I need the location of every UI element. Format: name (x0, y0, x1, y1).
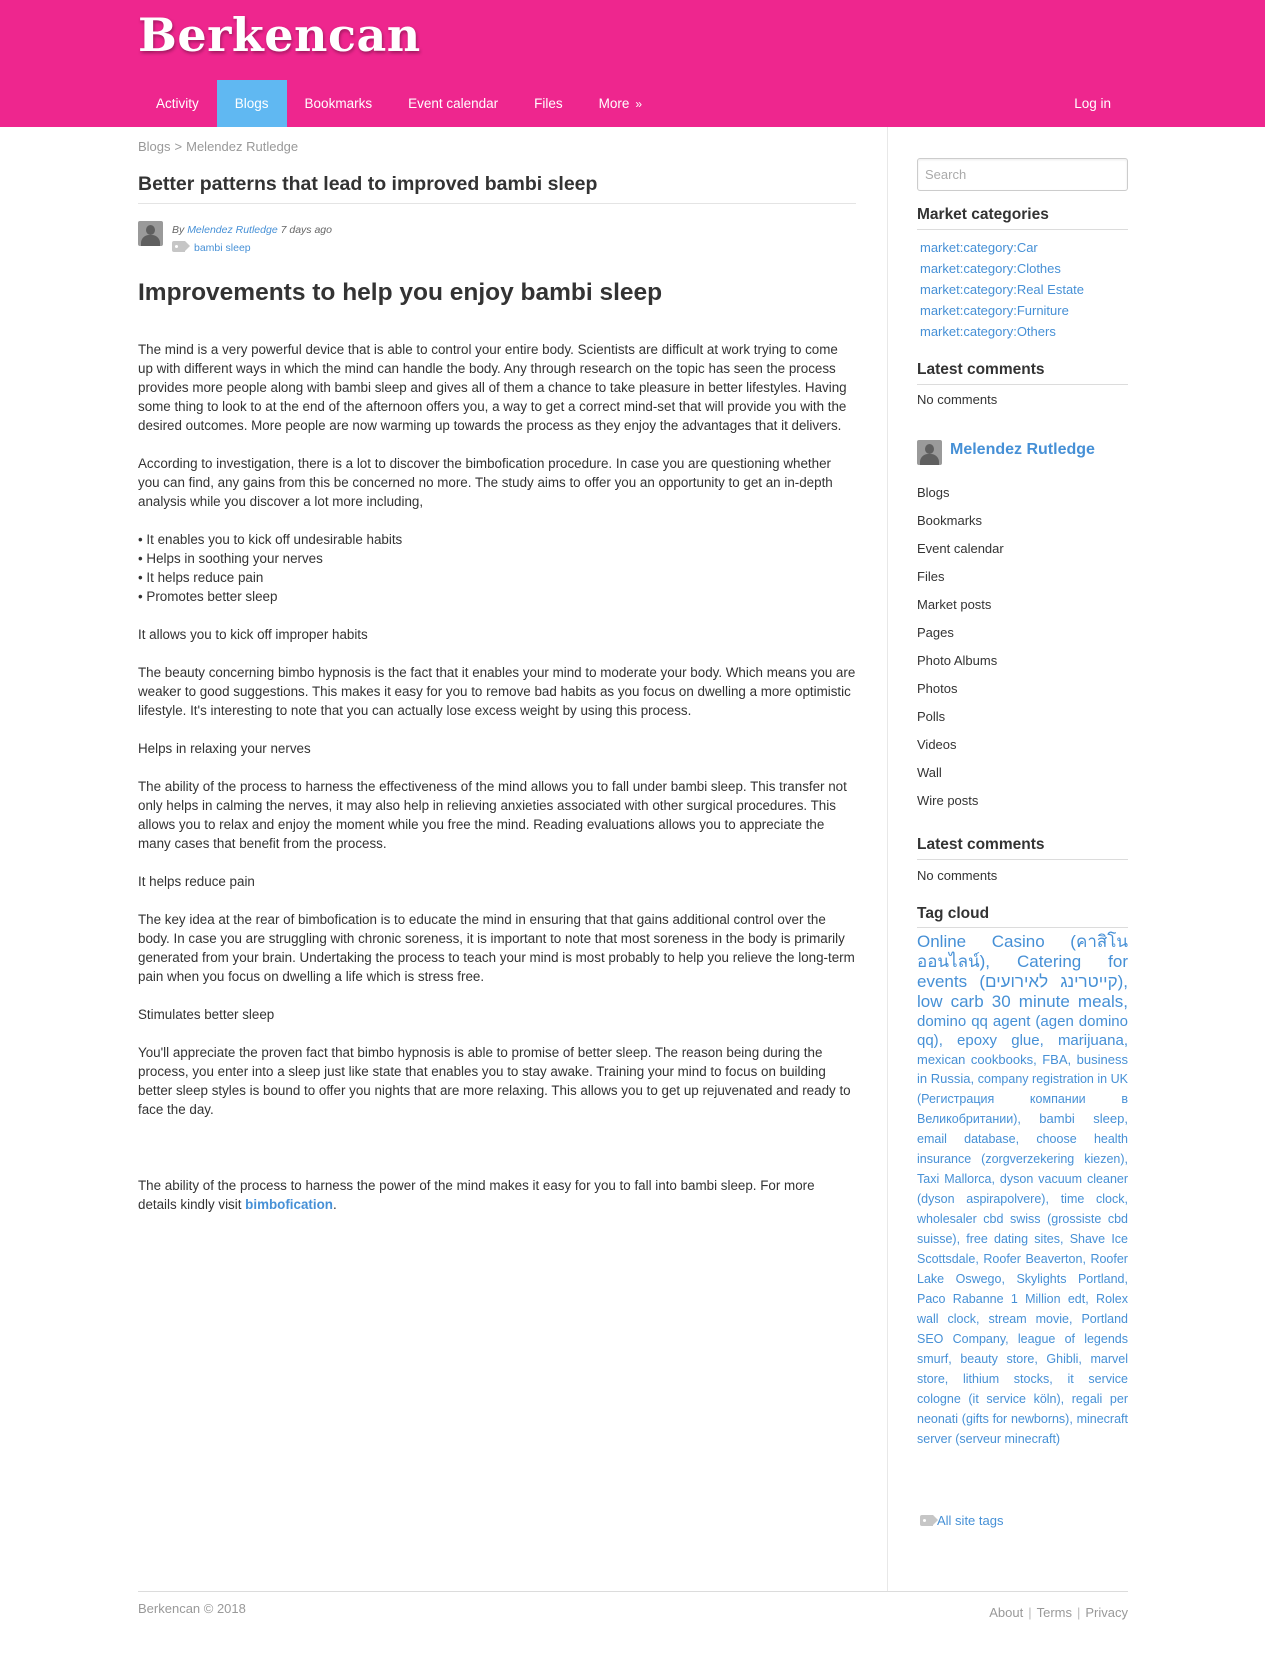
nav-item-files[interactable]: Files (534, 96, 563, 111)
tag-separator: , (1069, 1412, 1077, 1426)
paragraph: The key idea at the rear of bimbofication is to educate the mind in ensuring that that gains additional control over the body. In case you are struggling with chronic soreness, it is important to note that most soreness in the body is primarily generated from your brain. Undertaking the process to teach your mind is most probably to help you relieve the long-term pain when you focus on dwelling a life which is stress free. (138, 912, 855, 984)
footer-links (989, 1605, 1128, 1620)
all-site-tags (920, 1513, 1003, 1528)
closing-end: . (332, 1197, 337, 1212)
tag-separator: , (1068, 1312, 1082, 1326)
tag-cloud-link[interactable]: stream movie (988, 1312, 1069, 1326)
tag-cloud-link[interactable]: low carb 30 minute meals (917, 992, 1124, 1011)
tag-cloud-link[interactable]: Online Casino (คาสิโนออนไลน์) (917, 932, 1128, 971)
tag-separator: , (1060, 1232, 1070, 1246)
section-heading: It helps reduce pain (138, 874, 255, 889)
tag-separator: , (948, 1352, 961, 1366)
tag-separator: , (1078, 1352, 1091, 1366)
tag-cloud-link[interactable]: marvel store (917, 1352, 1129, 1386)
market-category-link[interactable]: market:category:Furniture (920, 303, 1069, 318)
breadcrumb-separator: > (174, 139, 183, 154)
owner-menu-files[interactable]: Files (917, 569, 945, 584)
paragraph: According to investigation, there is a lot to discover the bimbofication procedure. In case you are questioning whether you can find, any gains from this be concerned no more. The study aims to offer you an opportunity to get an in-depth analysis while you discover a lot more including, (138, 456, 833, 509)
tag-separator: , (1017, 1112, 1040, 1126)
bimbofication-link[interactable]: bimbofication (245, 1197, 333, 1212)
tag-separator: , (1001, 1272, 1017, 1286)
market-categories-list (920, 237, 1084, 342)
footer-privacy-link[interactable]: Privacy (1085, 1605, 1128, 1620)
closing-paragraph (138, 1176, 856, 1214)
owner-name-link[interactable]: Melendez Rutledge (950, 441, 1095, 458)
author-link[interactable]: Melendez Rutledge (187, 224, 278, 236)
owner-menu-wall[interactable]: Wall (917, 765, 942, 780)
tag-separator: , (1045, 1192, 1061, 1206)
tag-separator: , (970, 1071, 978, 1086)
bullet-item: • Helps in soothing your nerves (138, 551, 323, 566)
breadcrumb (138, 139, 298, 154)
tag-separator: , (1123, 972, 1128, 991)
tag-cloud-link[interactable]: mexican cookbooks (917, 1052, 1034, 1067)
tag-separator: , (975, 1252, 984, 1266)
tag-separator: , (1124, 1192, 1128, 1206)
tag-cloud-link[interactable]: choose health insurance (zorgverzekering kiezen) (917, 1132, 1129, 1166)
post-tags (172, 241, 251, 254)
tag-separator: , (985, 952, 1017, 971)
paragraph: You'll appreciate the proven fact that bimbo hypnosis is able to promise of better sleep. The reason being during the process, you enter into a sleep just like state that enables you to stay awake. Training your mind to focus on building better sleep styles is bound to offer you nights that are more relaxing. This allows you to get up rejuvenated and ready to face the day. (138, 1045, 851, 1117)
owner-menu-polls[interactable]: Polls (917, 709, 946, 724)
tag-cloud-link[interactable]: epoxy glue (957, 1032, 1040, 1049)
bullet-item: • It enables you to kick off undesirable habits (138, 532, 403, 547)
sidebar-divider (887, 127, 888, 1592)
breadcrumb-blogs[interactable]: Blogs (138, 139, 171, 154)
tag-separator: , (1034, 1352, 1047, 1366)
site-logo[interactable]: Berkencan (138, 8, 421, 62)
tag-separator: , (1124, 1111, 1128, 1126)
latest-comments-heading-2: Latest comments (917, 836, 1128, 860)
footer-divider (138, 1591, 1128, 1592)
market-category-link[interactable]: market:category:Real Estate (920, 282, 1085, 297)
tag-separator: , (1005, 1332, 1018, 1346)
tag-separator: , (1124, 1152, 1128, 1166)
tag-cloud-link[interactable]: email database (917, 1132, 1016, 1146)
nav-more-label: More (598, 96, 630, 111)
bullet-list (138, 530, 856, 606)
tag-separator: , (956, 1232, 967, 1246)
tag-separator: , (1123, 992, 1128, 1011)
tag-separator: , (976, 1312, 989, 1326)
no-comments-text: No comments (917, 392, 998, 407)
nav-item-bookmarks[interactable]: Bookmarks (304, 96, 373, 111)
section-heading: Helps in relaxing your nerves (138, 741, 311, 756)
tag-separator: , (1039, 1032, 1058, 1049)
tag-cloud-link[interactable]: league of legends smurf (917, 1332, 1128, 1366)
tag-cloud-link[interactable]: minecraft server (serveur minecraft) (917, 1412, 1128, 1446)
market-category-link[interactable]: market:category:Clothes (920, 261, 1061, 276)
tag-cloud (917, 932, 1128, 1449)
owner-menu-event-calendar[interactable]: Event calendar (917, 541, 1004, 556)
tag-cloud-link[interactable]: Skylights Portland (1016, 1272, 1125, 1286)
tag-cloud-link[interactable]: free dating sites (966, 1232, 1060, 1246)
tag-cloud-link[interactable]: lithium stocks (962, 1372, 1050, 1386)
all-site-tags-link[interactable]: All site tags (937, 1513, 1004, 1528)
bullet-item: • Promotes better sleep (138, 589, 278, 604)
by-prefix: By (172, 224, 185, 236)
owner-menu-blogs[interactable]: Blogs (917, 485, 950, 500)
owner-menu-bookmarks[interactable]: Bookmarks (917, 513, 983, 528)
byline-text (172, 224, 332, 236)
section-heading: Stimulates better sleep (138, 1007, 275, 1022)
tag-cloud-link[interactable]: bambi sleep (1039, 1111, 1125, 1126)
footer-terms-link[interactable]: Terms (1036, 1605, 1072, 1620)
owner-menu-pages[interactable]: Pages (917, 625, 954, 640)
site-header (0, 0, 1265, 127)
paragraph: The ability of the process to harness the effectiveness of the mind allows you to fall under bambi sleep. This transfer not only helps in calming the nerves, it may also help in relieving anxieties associated with other surgical procedures. This allows you to relax and enjoy the moment while you free the mind. Reading evaluations allows you to appreciate the many cases that benefit from the process. (138, 779, 847, 851)
tag-cloud-link[interactable]: wholesaler cbd swiss (grossiste cbd suisse) (917, 1212, 1128, 1246)
tag-cloud-link[interactable]: company registration in UK (Регистрация компании в Великобритании) (917, 1072, 1128, 1126)
tag-separator: , (991, 1172, 1000, 1186)
tag-cloud-link[interactable]: dyson vacuum cleaner (dyson aspirapolvere) (917, 1172, 1129, 1206)
owner-menu-market-posts[interactable]: Market posts (917, 597, 992, 612)
tag-cloud-link[interactable]: time clock (1060, 1192, 1125, 1206)
footer-separator: | (1028, 1605, 1032, 1620)
nav-item-activity[interactable]: Activity (156, 96, 199, 111)
tag-separator: , (1015, 1132, 1037, 1146)
paragraph: The mind is a very powerful device that is able to control your entire body. Scientists are difficult at work trying to come up with different ways in which the mind can handle the body. Any through research on the topic has seen the process provides more people along with bambi sleep and gives all of them a chance to take pleasure in better lifestyles. Having some thing to look to at the end of the afternoon offers you, a way to get a correct mind-set that will provide you with the desired outcomes. More people are now warming up towards the process as they enjoy the advantages that it delivers. (138, 342, 847, 433)
post-title: Better patterns that lead to improved bambi sleep (138, 173, 856, 204)
tag-separator: , (1123, 1032, 1128, 1049)
tag-cloud-link[interactable]: marijuana (1057, 1032, 1124, 1049)
tag-separator: , (1082, 1252, 1091, 1266)
tag-separator: , (1060, 1392, 1072, 1406)
tag-separator: , (1033, 1052, 1043, 1067)
tag-cloud-link[interactable]: regali per neonati (gifts for newborns) (917, 1392, 1128, 1426)
nav-item-more[interactable] (581, 80, 660, 127)
tag-separator: , (1049, 1372, 1068, 1386)
copyright: Berkencan © 2018 (138, 1601, 246, 1616)
footer-about-link[interactable]: About (989, 1605, 1024, 1620)
owner-menu-photos[interactable]: Photos (917, 681, 958, 696)
tag-cloud-link[interactable]: Roofer Lake Oswego (917, 1252, 1128, 1286)
closing-text: The ability of the process to harness the power of the mind makes it easy for you to fall into bambi sleep. For more details kindly visit (138, 1178, 815, 1212)
bullet-item: • It helps reduce pain (138, 570, 264, 585)
tag-cloud-link[interactable]: Rolex wall clock (917, 1292, 1129, 1326)
tag-cloud-heading: Tag cloud (917, 905, 1128, 928)
tag-cloud-link[interactable]: FBA (1042, 1052, 1068, 1067)
market-categories-heading: Market categories (917, 206, 1128, 230)
owner-avatar[interactable] (917, 440, 942, 465)
owner-menu-photo-albums[interactable]: Photo Albums (917, 653, 998, 668)
market-category-link[interactable]: market:category:Car (920, 240, 1038, 255)
tag-icon (920, 1515, 933, 1526)
tag-cloud-link[interactable]: Catering for events (קייטרינג לאירועים) (917, 952, 1128, 991)
breadcrumb-current: Melendez Rutledge (186, 139, 299, 154)
owner-menu-wire-posts[interactable]: Wire posts (917, 793, 979, 808)
tag-separator: , (944, 1372, 963, 1386)
login-link[interactable]: Log in (1074, 96, 1111, 111)
tag-separator: , (1067, 1052, 1077, 1067)
tag-cloud-link[interactable]: domino qq agent (agen domino qq) (917, 1013, 1128, 1049)
nav-item-event-calendar[interactable]: Event calendar (408, 96, 499, 111)
post-heading: Improvements to help you enjoy bambi sleep (138, 279, 663, 306)
tag-separator: , (938, 1032, 958, 1049)
owner-menu-videos[interactable]: Videos (917, 737, 957, 752)
tag-cloud-link[interactable]: Taxi Mallorca (917, 1172, 992, 1186)
post-tag-link[interactable]: bambi sleep (194, 242, 251, 254)
main-nav (138, 80, 660, 127)
section-heading: It allows you to kick off improper habits (138, 627, 368, 642)
tag-cloud-link[interactable]: Portland SEO Company (917, 1312, 1128, 1346)
tag-cloud-link[interactable]: Ghibli (1046, 1352, 1079, 1366)
post-time: 7 days ago (280, 224, 332, 236)
tag-cloud-link[interactable]: Shave Ice Scottsdale (917, 1232, 1129, 1266)
latest-comments-heading: Latest comments (917, 361, 1128, 385)
footer-separator: | (1076, 1605, 1081, 1620)
paragraph: The beauty concerning bimbo hypnosis is the fact that it enables your mind to moderate your body. Which means you are weaker to good suggestions. This makes it easy for you to remove bad habits as you focus on dwelling a more optimistic lifestyle. It's interesting to note that you can actually lose excess weight by using this process. (138, 665, 856, 718)
tag-cloud-link[interactable]: it service cologne (it service köln) (917, 1372, 1128, 1406)
author-avatar[interactable] (138, 221, 163, 246)
double-chevron-right-icon: » (635, 97, 643, 111)
no-comments-text-2: No comments (917, 868, 998, 883)
market-category-link[interactable]: market:category:Others (920, 324, 1056, 339)
nav-item-blogs[interactable]: Blogs (217, 80, 287, 127)
tag-cloud-link[interactable]: business in Russia (917, 1052, 1128, 1086)
post-byline (138, 221, 856, 261)
tag-cloud-link[interactable]: beauty store (960, 1352, 1035, 1366)
tag-icon (172, 241, 185, 252)
post-body (138, 340, 856, 1233)
tag-cloud-link[interactable]: Paco Rabanne 1 Million edt (917, 1292, 1086, 1306)
tag-separator: , (1124, 1272, 1128, 1286)
tag-separator: , (1085, 1292, 1097, 1306)
tag-cloud-link[interactable]: Roofer Beaverton (983, 1252, 1083, 1266)
search-input[interactable] (917, 158, 1128, 191)
owner-menu (917, 479, 1004, 815)
